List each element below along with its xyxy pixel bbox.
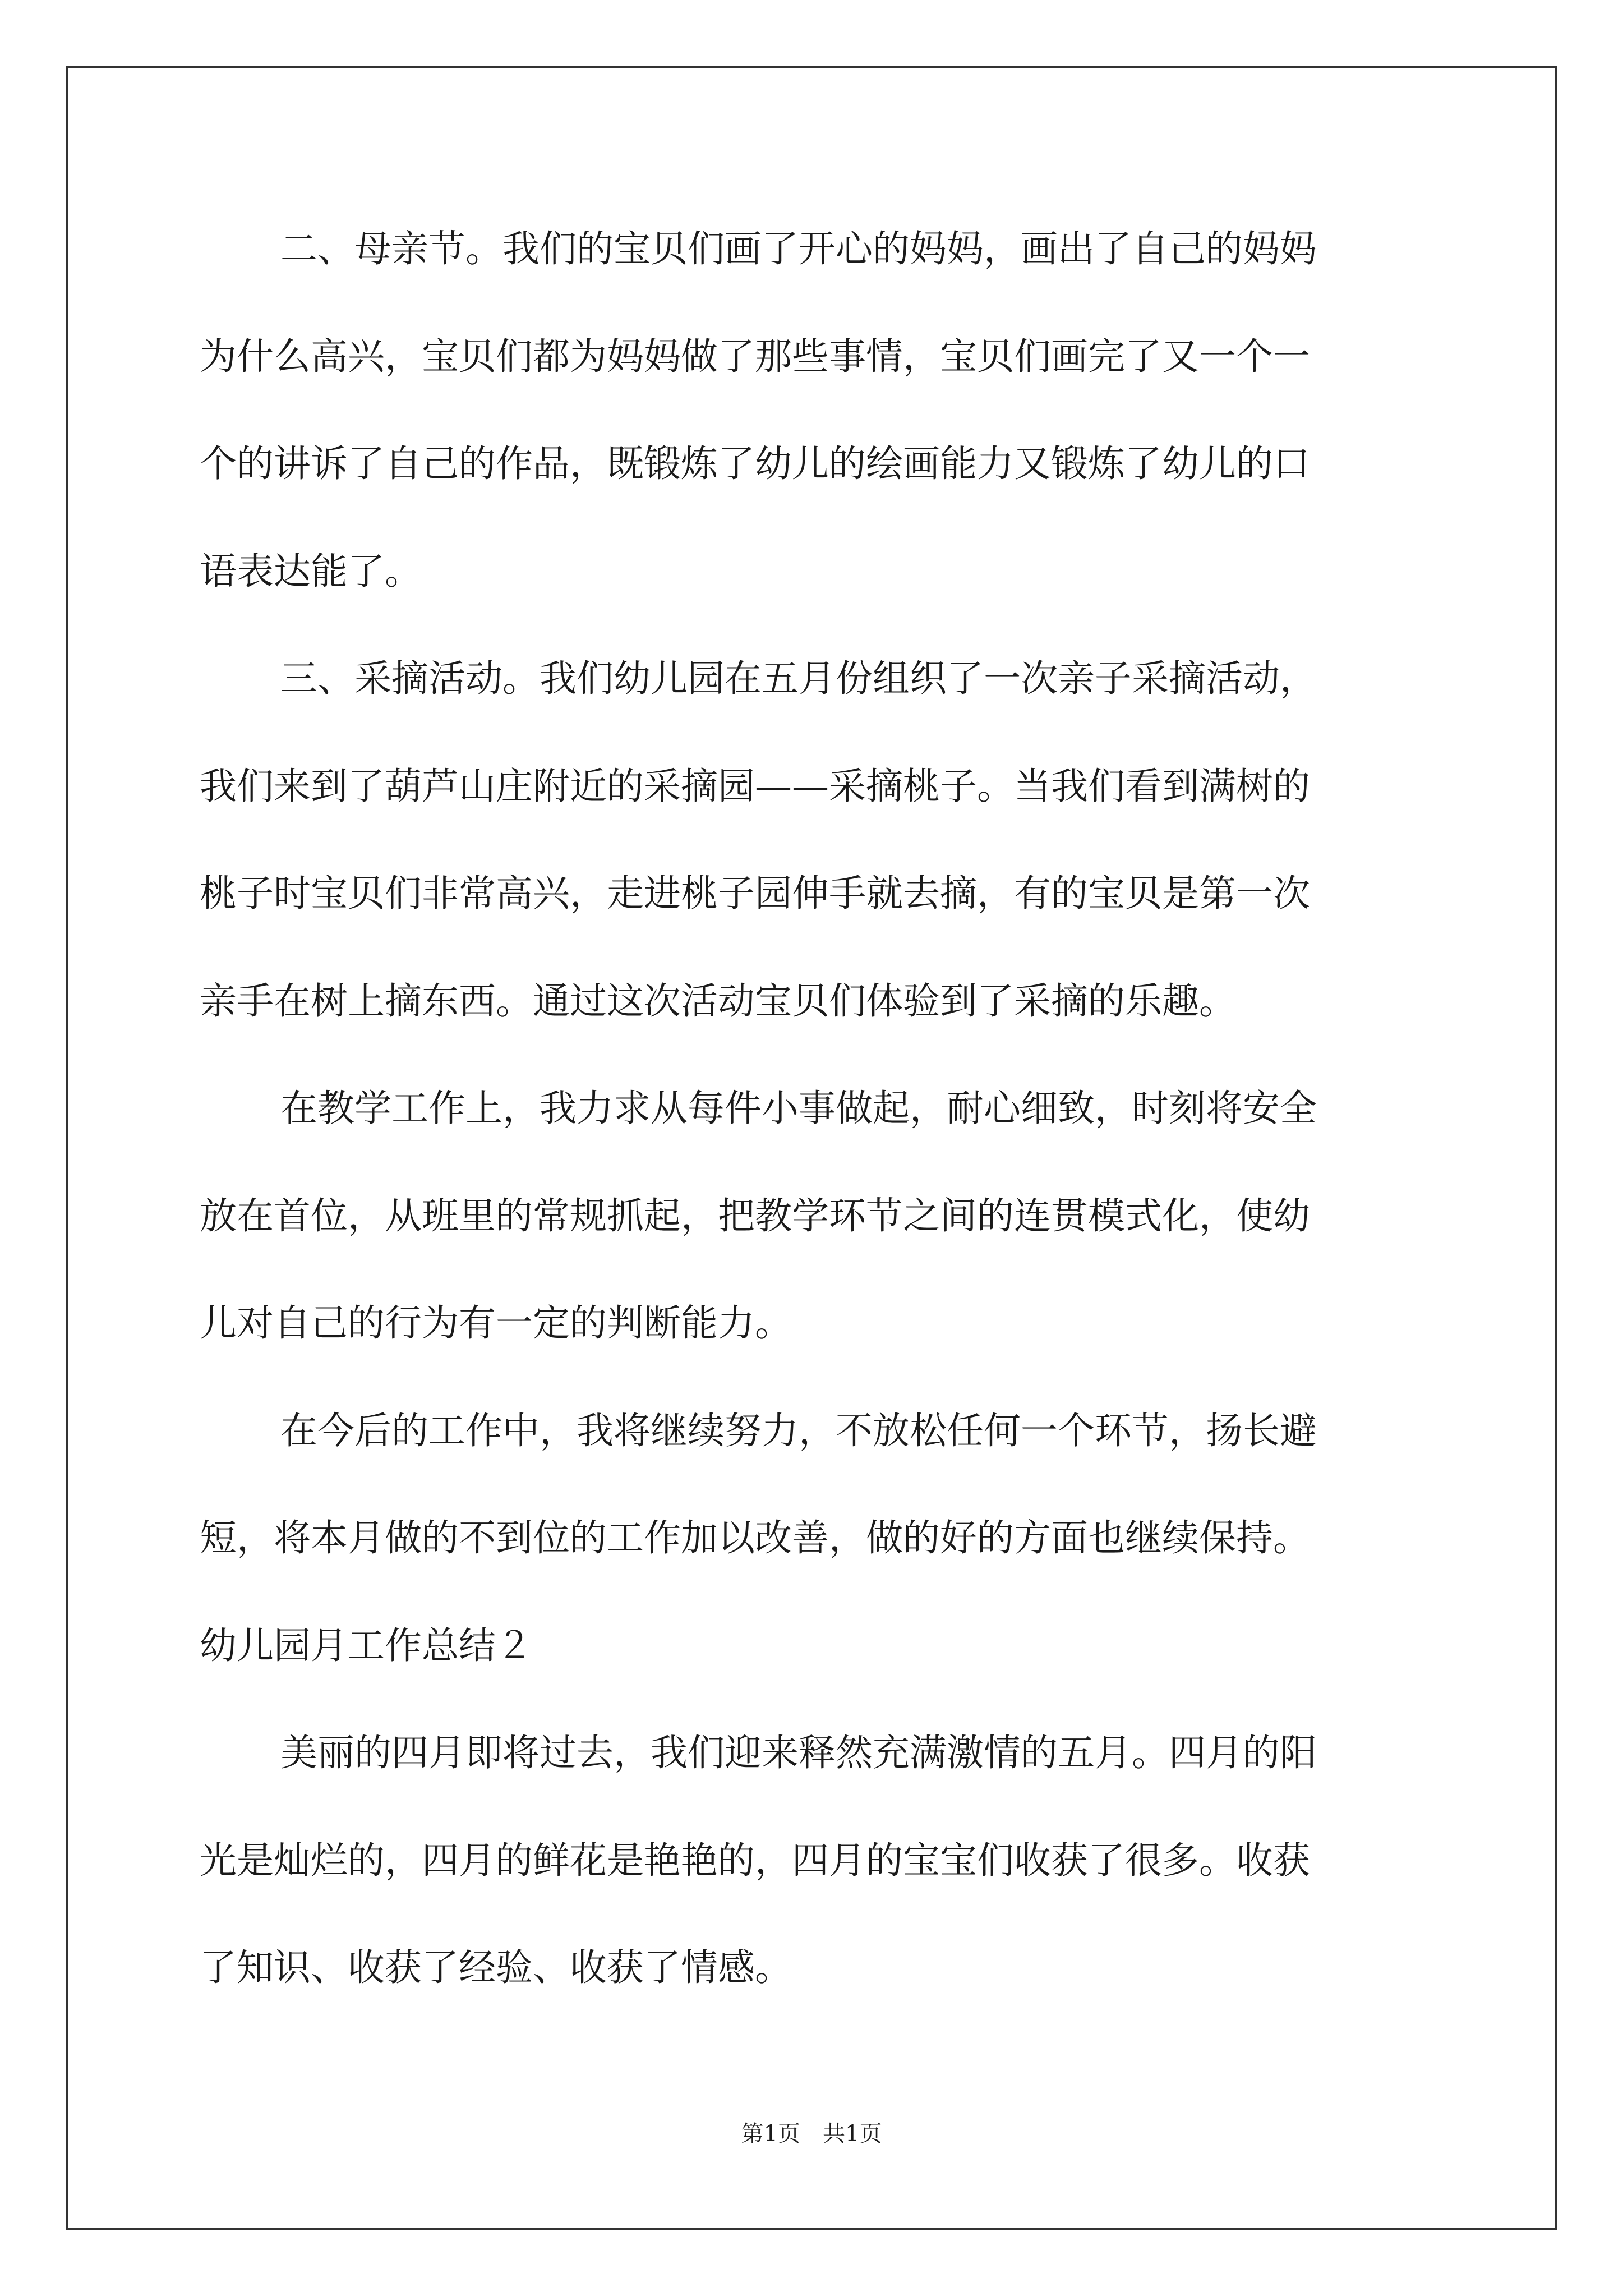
page-border: [66, 66, 1557, 2230]
paragraph-line: 为什么高兴，宝贝们都为妈妈做了那些事情，宝贝们画完了又一个一: [200, 335, 1310, 378]
paragraph-line: 语表达能了。: [200, 550, 422, 593]
paragraph-line: 美丽的四月即将过去，我们迎来释然充满激情的五月。四月的阳: [280, 1731, 1317, 1774]
paragraph-line: 儿对自己的行为有一定的判断能力。: [200, 1301, 792, 1345]
section-title: 幼儿园月工作总结２: [200, 1624, 533, 1667]
paragraph-line: 我们来到了葫芦山庄附近的采摘园——采摘桃子。当我们看到满树的: [200, 765, 1310, 808]
paragraph-line: 三、采摘活动。我们幼儿园在五月份组织了一次亲子采摘活动，: [280, 657, 1317, 700]
paragraph-line: 光是灿烂的，四月的鲜花是艳艳的，四月的宝宝们收获了很多。收获: [200, 1839, 1310, 1882]
paragraph-line: 了知识、收获了经验、收获了情感。: [200, 1946, 792, 1989]
paragraph-line: 在教学工作上，我力求从每件小事做起，耐心细致，时刻将安全: [280, 1087, 1317, 1130]
paragraph-line: 短，将本月做的不到位的工作加以改善，做的好的方面也继续保持。: [200, 1516, 1310, 1559]
paragraph-line: 二、母亲节。我们的宝贝们画了开心的妈妈，画出了自己的妈妈: [280, 227, 1317, 270]
paragraph-line: 亲手在树上摘东西。通过这次活动宝贝们体验到了采摘的乐趣。: [200, 979, 1236, 1023]
paragraph-line: 放在首位，从班里的常规抓起，把教学环节之间的连贯模式化，使幼: [200, 1194, 1310, 1237]
paragraph-line: 在今后的工作中，我将继续努力，不放松任何一个环节，扬长避: [280, 1409, 1317, 1452]
page-number-footer: 第1页 共1页: [741, 2121, 882, 2147]
paragraph-line: 个的讲诉了自己的作品，既锻炼了幼儿的绘画能力又锻炼了幼儿的口: [200, 442, 1310, 485]
paragraph-line: 桃子时宝贝们非常高兴，走进桃子园伸手就去摘，有的宝贝是第一次: [200, 872, 1310, 915]
